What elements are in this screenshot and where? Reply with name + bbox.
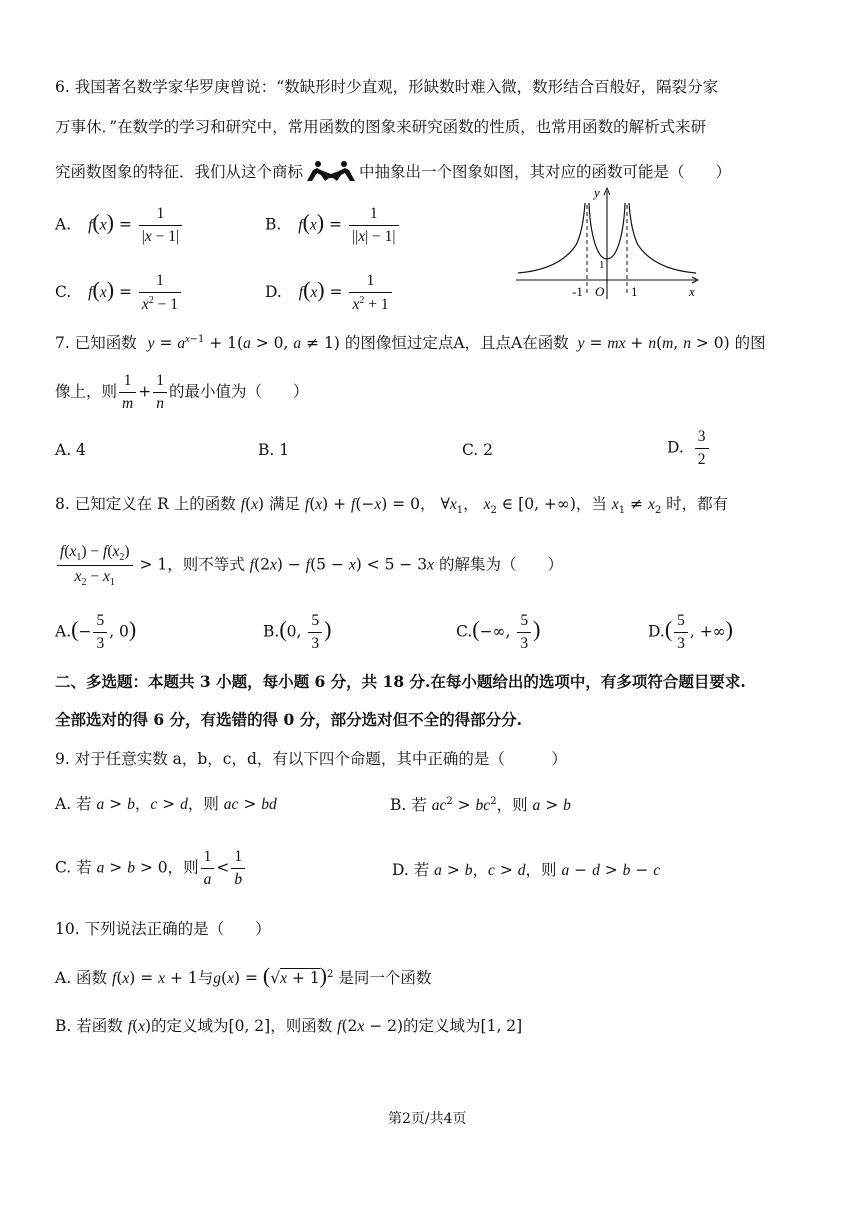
q6-line3-end: 中抽象出一个图象如图，其对应的函数可能是（ ） [359,163,732,181]
q6-option-c-label: C. [55,283,72,302]
q8-line2: $\frac{f(x_1) - f(x_2)}{x_2 - x_1}$ > 1，则不等式 f(2x) − f(5 − x) < 5 − 3x 的解集为（ ） [55,543,563,588]
q9-option-a: A. 若 a > b，c > d，则 ac > bd [55,795,277,813]
q10-option-b-domain-text: 的定义域为 [151,1017,229,1035]
q7-option-d: D. $\frac{3}{2}$ [667,428,711,469]
q10-option-b-then: ，则函数 [270,1017,333,1035]
q8-option-b-label: B. [263,622,280,641]
q9-option-a-then: ，则 [187,795,219,813]
q9-option-b: B. 若 $ac^2 > bc^2$，则 a > b [390,796,571,815]
q8-option-b: B.(0, $\frac{5}{3}$ ) [263,612,332,652]
q6-option-a-label: A. [55,215,72,234]
q6-option-a: A. f(x) = $\frac{1}{|x - 1|}$ [55,205,184,246]
graph-y-intercept-label: 1 [599,259,605,271]
q6-line3-start: 究函数图象的特征．我们从这个商标 [55,163,304,181]
q8-option-a: A.(− $\frac{5}{3}$ , 0) [55,612,137,652]
q6-line1: 6. 我国著名数学家华罗庚曾说：“数缺形时少直观，形缺数时难入微，数形结合百般好，隔裂分家 [55,78,719,96]
q8-option-d-label: D. [648,622,665,641]
q8-text-2: 满足 [268,495,300,513]
q9-option-b-label: B. 若 [390,796,427,815]
q9-option-d-label: D. 若 [392,861,430,879]
q9-option-d: D. 若 a > b，c > d，则 a − d > b − c [392,861,661,879]
q9-option-b-then: ，则 [496,796,528,815]
q8-text-5: 时，都有 [666,495,729,513]
curve-right [629,203,696,273]
q7-option-c: C. 2 [462,441,494,459]
q10-option-b-end: 的定义域为 [403,1017,481,1035]
curve-left [518,203,585,273]
q7-line1: 7. 已知函数 $y = a^{x-1} + 1(a > 0$, a ≠ 1) 的图像恒过定点A，且点A在函数 y = mx + n(m, n > 0) 的图 [55,334,766,353]
q8-text-4: ，当 [575,495,607,513]
q8-text-6: ，则不等式 [167,555,245,574]
q8-option-a-label: A. [55,622,72,641]
q7-text-3: 的图 [734,334,766,353]
q6-option-b-label: B. [265,215,282,234]
q8-text-7: 的解集为（ ） [438,555,563,574]
q9-option-c-label: C. 若 [55,858,92,877]
q7-text-4: 像上，则 [55,382,118,401]
q8-text-1: 8. 已知定义在 R 上的函数 [55,495,236,513]
q10-option-a-end: 是同一个函数 [338,969,432,987]
q6-line3 [55,160,731,182]
q8-text-3: ， [420,495,436,513]
kappa-logo-icon [305,160,357,182]
graph-tick-one: 1 [631,284,638,299]
q10-option-a-label: A. 函数 [55,969,108,987]
q10-option-a-and: 与 [197,969,214,987]
section2-header-line1: 二、多选题：本题共 3 小题，每小题 6 分，共 18 分.在每小题给出的选项中，有多项符合题目要求. [55,672,746,691]
q8-option-c-label: C. [456,622,473,641]
q6-function-graph [512,185,702,303]
q10-option-b-label: B. 若函数 [55,1017,123,1035]
q6-line2: 万事休．”在数学的学习和研究中，常用函数的图象来研究函数的性质，也常用函数的解析式来研 [55,118,707,136]
graph-tick-neg-one: -1 [572,284,583,299]
q9-option-a-label: A. 若 [55,795,92,813]
q9-stem: 9. 对于任意实数 a，b，c，d，有以下四个命题，其中正确的是（ ） [55,750,567,768]
graph-origin-label: O [595,284,605,299]
q6-option-b: B. f(x) = $\frac{1}{||x| - 1|}$ [265,205,401,246]
q6-option-d-label: D. [265,283,282,302]
q7-option-a: A. 4 [55,441,86,459]
q10-option-b: B. 若函数 f(x)的定义域为[0, 2]，则函数 f(2x − 2)的定义域为[1, 2] [55,1017,523,1035]
q8-option-d: D.( $\frac{5}{3}$ , +∞) [648,612,733,652]
q7-text-5: 的最小值为（ ） [168,382,309,401]
q8-line1: 8. 已知定义在 R 上的函数 f(x) 满足 f(x) + f(−x) = 0， $\forall x_1$， $x_2$ ∈ [0, +∞)，当 $x_1 \ne x_2$ 时，都有 [55,495,729,517]
page-number: 第2页/共4页 [388,1111,467,1127]
q9-option-c: C. 若 a > b > 0，则 $\frac{1}{a}$ < $\frac{1}{b}$ [55,848,247,889]
q7-text-1: 7. 已知函数 [55,334,137,353]
graph-x-label: x [689,284,695,299]
q6-option-c: C. f(x) = $\frac{1}{x^2 - 1}$ [55,272,183,314]
section2-header-line2: 全部选对的得 6 分，有选错的得 0 分，部分选对但不全的得部分分. [55,710,523,729]
q10-stem: 10. 下列说法正确的是（ ） [55,920,271,938]
graph-y-label: y [594,185,600,200]
q9-option-c-then: ，则 [167,858,199,877]
q7-line2: 像上，则 $\frac{1}{m}$ + $\frac{1}{n}$ 的最小值为（ ） [55,372,309,412]
q7-text-2: 的图像恒过定点A，且点A在函数 [344,334,569,353]
q7-option-d-label: D. [667,438,684,457]
q7-option-b: B. 1 [258,441,290,459]
q10-option-a: A. 函数 f(x) = x + 1与$g(x) = (√x + 1)^2$ 是同一个函数 [55,963,432,988]
q9-option-d-then: ，则 [525,861,557,879]
q8-option-c: C.(−∞, $\frac{5}{3}$ ) [456,612,541,652]
q6-option-d: D. f(x) = $\frac{1}{x^2 + 1}$ [265,272,394,314]
